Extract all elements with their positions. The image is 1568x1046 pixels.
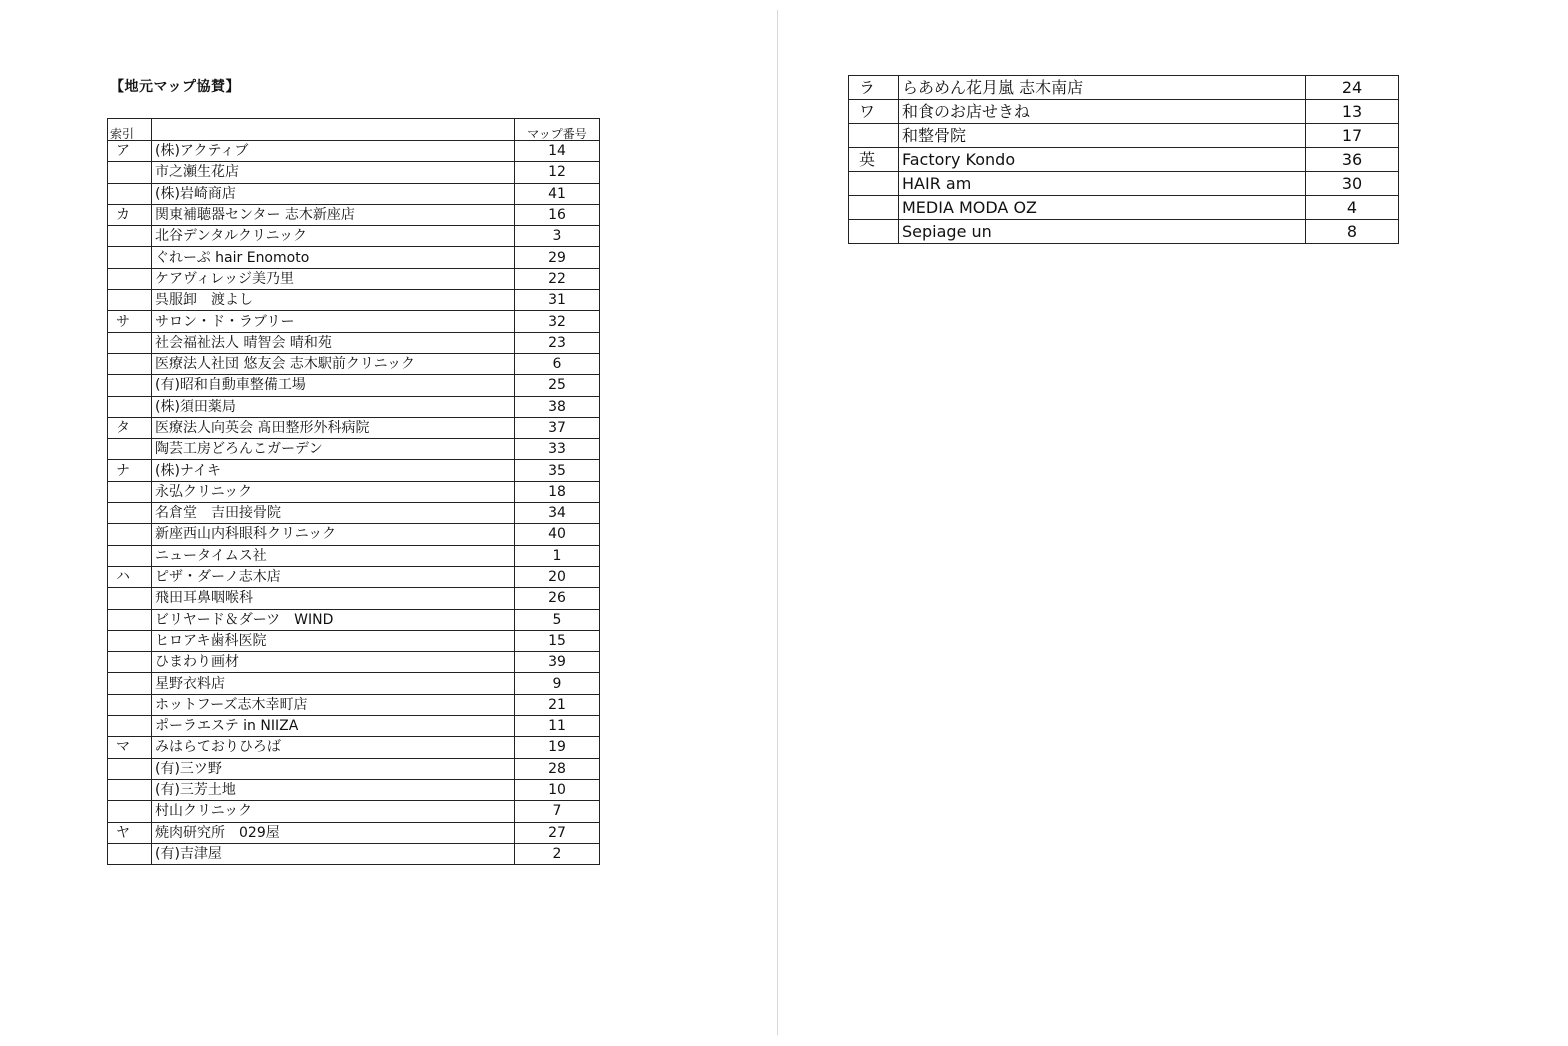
index-cell: ナ	[108, 460, 152, 481]
map-number-cell: 25	[515, 375, 600, 396]
name-cell: Factory Kondo	[899, 148, 1306, 172]
name-cell: 北谷デンタルクリニック	[152, 226, 515, 247]
index-cell: ヤ	[108, 822, 152, 843]
index-cell	[108, 503, 152, 524]
map-number-cell: 39	[515, 652, 600, 673]
index-cell	[108, 652, 152, 673]
name-cell: MEDIA MODA OZ	[899, 196, 1306, 220]
name-cell: ピザ・ダーノ志木店	[152, 566, 515, 587]
table-row	[108, 141, 600, 162]
page-divider	[777, 10, 778, 1035]
index-cell	[108, 332, 152, 353]
name-cell: 和整骨院	[899, 124, 1306, 148]
table-row	[108, 204, 600, 225]
name-cell: 星野衣料店	[152, 673, 515, 694]
index-cell: ラ	[849, 76, 899, 100]
table-row	[108, 716, 600, 737]
table-row	[108, 439, 600, 460]
index-cell	[108, 247, 152, 268]
map-number-cell: 15	[515, 630, 600, 651]
name-cell: みはらておりひろば	[152, 737, 515, 758]
map-number-cell: 27	[515, 822, 600, 843]
map-number-cell: 32	[515, 311, 600, 332]
table-row	[108, 162, 600, 183]
index-cell	[108, 396, 152, 417]
index-cell: 英	[849, 148, 899, 172]
index-cell	[849, 172, 899, 196]
page-title: 【地元マップ協賛】	[110, 79, 240, 95]
name-cell: ヒロアキ歯科医院	[152, 630, 515, 651]
map-number-cell: 38	[515, 396, 600, 417]
map-number-cell: 6	[515, 353, 600, 374]
name-cell: (株)岩崎商店	[152, 183, 515, 204]
name-cell: (有)三芳土地	[152, 779, 515, 800]
index-cell	[108, 481, 152, 502]
header-map-number: マップ番号	[515, 119, 600, 141]
map-number-cell: 36	[1306, 148, 1399, 172]
index-cell	[108, 843, 152, 864]
map-number-cell: 24	[1306, 76, 1399, 100]
map-number-cell: 8	[1306, 220, 1399, 244]
sponsor-table-right	[848, 75, 1399, 244]
table-row	[108, 268, 600, 289]
table-row	[108, 481, 600, 502]
map-number-cell: 16	[515, 204, 600, 225]
index-cell	[108, 673, 152, 694]
map-number-cell: 28	[515, 758, 600, 779]
name-cell: 和食のお店せきね	[899, 100, 1306, 124]
map-number-cell: 22	[515, 268, 600, 289]
table-row	[108, 503, 600, 524]
table-row	[108, 737, 600, 758]
map-number-cell: 31	[515, 290, 600, 311]
table-row	[108, 758, 600, 779]
table-row	[108, 290, 600, 311]
name-cell: (株)ナイキ	[152, 460, 515, 481]
map-number-cell: 3	[515, 226, 600, 247]
name-cell: 焼肉研究所 029屋	[152, 822, 515, 843]
index-cell: ハ	[108, 566, 152, 587]
index-cell	[849, 196, 899, 220]
name-cell: ぐれーぷ hair Enomoto	[152, 247, 515, 268]
index-cell	[108, 439, 152, 460]
map-number-cell: 2	[515, 843, 600, 864]
index-cell	[108, 226, 152, 247]
table-row	[108, 588, 600, 609]
table-row	[849, 100, 1399, 124]
name-cell: ひまわり画材	[152, 652, 515, 673]
map-number-cell: 13	[1306, 100, 1399, 124]
table-row	[108, 311, 600, 332]
table-row	[108, 779, 600, 800]
map-number-cell: 23	[515, 332, 600, 353]
name-cell: 呉服卸 渡よし	[152, 290, 515, 311]
table-row	[108, 183, 600, 204]
index-cell	[849, 124, 899, 148]
index-cell: ア	[108, 141, 152, 162]
map-number-cell: 30	[1306, 172, 1399, 196]
map-number-cell: 9	[515, 673, 600, 694]
table-row	[108, 843, 600, 864]
table-row	[108, 332, 600, 353]
table-row	[849, 220, 1399, 244]
map-number-cell: 4	[1306, 196, 1399, 220]
table-row	[849, 76, 1399, 100]
name-cell: サロン・ド・ラブリー	[152, 311, 515, 332]
name-cell: 医療法人社団 悠友会 志木駅前クリニック	[152, 353, 515, 374]
name-cell: 名倉堂 吉田接骨院	[152, 503, 515, 524]
map-number-cell: 5	[515, 609, 600, 630]
index-cell	[108, 375, 152, 396]
index-cell	[108, 183, 152, 204]
name-cell: Sepiage un	[899, 220, 1306, 244]
map-number-cell: 12	[515, 162, 600, 183]
name-cell: 新座西山内科眼科クリニック	[152, 524, 515, 545]
index-cell	[108, 694, 152, 715]
name-cell: ニュータイムス社	[152, 545, 515, 566]
table-row	[108, 673, 600, 694]
table-row	[108, 652, 600, 673]
table-row	[108, 226, 600, 247]
map-number-cell: 34	[515, 503, 600, 524]
name-cell: らあめん花月嵐 志木南店	[899, 76, 1306, 100]
table-row	[108, 694, 600, 715]
index-cell: タ	[108, 417, 152, 438]
map-number-cell: 1	[515, 545, 600, 566]
index-cell	[108, 162, 152, 183]
name-cell: 医療法人向英会 髙田整形外科病院	[152, 417, 515, 438]
name-cell: ケアヴィレッジ美乃里	[152, 268, 515, 289]
map-number-cell: 40	[515, 524, 600, 545]
name-cell: 永弘クリニック	[152, 481, 515, 502]
index-cell	[108, 758, 152, 779]
table-row	[849, 148, 1399, 172]
index-cell	[108, 290, 152, 311]
table-row	[108, 396, 600, 417]
sponsor-table-left	[107, 118, 600, 865]
index-cell	[849, 220, 899, 244]
index-cell	[108, 524, 152, 545]
table-row	[108, 417, 600, 438]
map-number-cell: 41	[515, 183, 600, 204]
table-row	[108, 247, 600, 268]
name-cell: 関東補聴器センター 志木新座店	[152, 204, 515, 225]
table-row	[108, 545, 600, 566]
index-cell	[108, 779, 152, 800]
name-cell: 村山クリニック	[152, 801, 515, 822]
map-number-cell: 11	[515, 716, 600, 737]
index-cell	[108, 716, 152, 737]
map-number-cell: 26	[515, 588, 600, 609]
name-cell: ポーラエステ in NIIZA	[152, 716, 515, 737]
map-number-cell: 14	[515, 141, 600, 162]
name-cell: (有)昭和自動車整備工場	[152, 375, 515, 396]
table-row	[108, 566, 600, 587]
name-cell: (株)須田薬局	[152, 396, 515, 417]
index-cell	[108, 588, 152, 609]
table-row	[108, 609, 600, 630]
name-cell: 市之瀬生花店	[152, 162, 515, 183]
map-number-cell: 20	[515, 566, 600, 587]
map-number-cell: 19	[515, 737, 600, 758]
name-cell: 社会福祉法人 晴智会 晴和苑	[152, 332, 515, 353]
map-number-cell: 33	[515, 439, 600, 460]
table-row	[849, 172, 1399, 196]
name-cell: ビリヤード＆ダーツ WIND	[152, 609, 515, 630]
index-cell: カ	[108, 204, 152, 225]
index-cell	[108, 545, 152, 566]
index-cell	[108, 353, 152, 374]
table-row	[108, 375, 600, 396]
index-cell	[108, 630, 152, 651]
name-cell: (有)吉津屋	[152, 843, 515, 864]
map-number-cell: 18	[515, 481, 600, 502]
name-cell: (株)アクティブ	[152, 141, 515, 162]
table-row	[849, 196, 1399, 220]
table-row	[108, 460, 600, 481]
index-cell: ワ	[849, 100, 899, 124]
table-row	[108, 353, 600, 374]
map-number-cell: 35	[515, 460, 600, 481]
name-cell: HAIR am	[899, 172, 1306, 196]
index-cell: サ	[108, 311, 152, 332]
table-row	[108, 822, 600, 843]
index-cell: マ	[108, 737, 152, 758]
name-cell: (有)三ツ野	[152, 758, 515, 779]
map-number-cell: 37	[515, 417, 600, 438]
map-number-cell: 17	[1306, 124, 1399, 148]
header-name	[152, 119, 515, 141]
table-row	[108, 630, 600, 651]
map-number-cell: 10	[515, 779, 600, 800]
map-number-cell: 7	[515, 801, 600, 822]
index-cell	[108, 609, 152, 630]
name-cell: 陶芸工房どろんこガーデン	[152, 439, 515, 460]
table-row	[108, 524, 600, 545]
index-cell	[108, 801, 152, 822]
map-number-cell: 29	[515, 247, 600, 268]
name-cell: 飛田耳鼻咽喉科	[152, 588, 515, 609]
map-number-cell: 21	[515, 694, 600, 715]
index-cell	[108, 268, 152, 289]
header-index: 索引	[108, 119, 152, 141]
table-row	[849, 124, 1399, 148]
table-header-row	[108, 119, 600, 141]
table-row	[108, 801, 600, 822]
name-cell: ホットフーズ志木幸町店	[152, 694, 515, 715]
